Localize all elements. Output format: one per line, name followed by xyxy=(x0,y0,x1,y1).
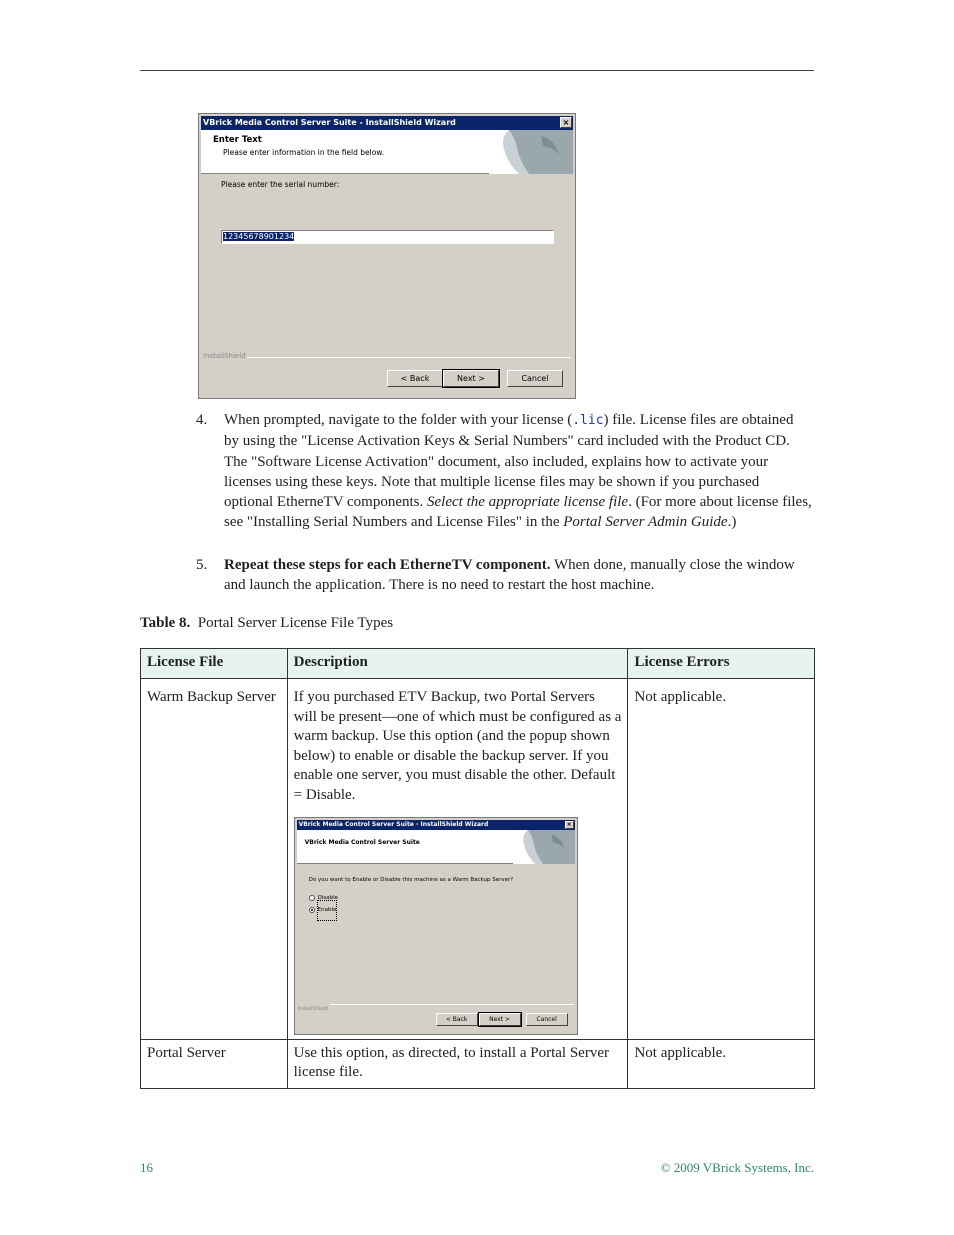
close-icon[interactable]: × xyxy=(560,117,572,128)
license-file-table xyxy=(140,648,815,1089)
cancel-button[interactable]: Cancel xyxy=(507,370,563,387)
step-number: 5. xyxy=(196,557,208,573)
column-header: License File xyxy=(141,649,288,679)
lic-extension: .lic xyxy=(572,413,604,428)
installshield-art-icon xyxy=(489,130,573,174)
table-caption: Table 8. Portal Server License File Types xyxy=(140,615,394,631)
dialog-titlebar xyxy=(297,820,575,830)
license-errors-cell: Not applicable. xyxy=(628,679,815,1040)
brand-divider xyxy=(330,1004,574,1005)
radio-label: Disable xyxy=(317,894,339,901)
back-button[interactable]: < Back xyxy=(436,1013,478,1026)
enable-option[interactable] xyxy=(309,901,337,921)
license-errors-cell: Not applicable. xyxy=(628,1039,815,1088)
installshield-brand: InstallShield xyxy=(297,1005,329,1012)
table-row xyxy=(141,679,815,1040)
radio-label: Enable xyxy=(318,901,337,921)
dialog-header-title: Enter Text xyxy=(213,135,262,145)
page-number: 16 xyxy=(140,1160,153,1175)
dialog-title: VBrick Media Control Server Suite - InstallShield Wizard xyxy=(203,118,456,127)
dialog-titlebar xyxy=(201,116,573,130)
installshield-brand: InstallShield xyxy=(203,352,246,360)
description-cell: Use this option, as directed, to install a Portal Server license file. xyxy=(287,1039,628,1088)
step-text: Repeat these steps for each EtherneTV component. When done, manually close the window and launch the application. There is no need to restart the host machine. xyxy=(224,557,795,594)
dialog-header xyxy=(201,130,573,174)
license-file-cell: Portal Server xyxy=(141,1039,288,1088)
serial-number-input[interactable] xyxy=(221,230,554,244)
step-text: When prompted, navigate to the folder with your license (.lic) file. License files are obtained by using the "License Activation Keys & Serial Numbers" card included with the Product CD. The "Software License Activation" document, also included, explains how to activate your licenses using these keys. Note that multiple license files may be shown if you purchased optional EtherneTV components. Select the appropriate license file. (For more about license files, see "Installing Serial Numbers and License Files" in the Portal Server Admin Guide.) xyxy=(224,412,812,531)
admin-guide-title: Portal Server Admin Guide xyxy=(563,514,728,531)
table-header-row xyxy=(141,649,815,679)
serial-prompt: Please enter the serial number: xyxy=(221,180,340,189)
serial-number-value: 12345678901234 xyxy=(223,232,295,241)
installshield-art-icon xyxy=(513,830,575,864)
description-cell: If you purchased ETV Backup, two Portal Servers will be present—one of which must be configured as a warm backup. Use this option (and the popup shown below) to enable or disable the backup server. If you enable one server, you must disable the other. Default = Disable. VBrick Media Control Server Suite - InstallShield Wizard × VBrick Media Control Server Suite Do you want to Enable or Disable this machine as a Warm Backup Server? Disable Enable InstallShield < Back Next > Cancel xyxy=(287,679,628,1040)
close-icon[interactable]: × xyxy=(566,820,572,828)
dialog-header-title: VBrick Media Control Server Suite xyxy=(304,838,420,846)
dialog-title: VBrick Media Control Server Suite - InstallShield Wizard xyxy=(298,820,489,828)
cancel-button[interactable]: Cancel xyxy=(526,1013,568,1026)
top-rule xyxy=(140,70,814,71)
column-header: License Errors xyxy=(628,649,815,679)
step-number: 4. xyxy=(196,412,208,428)
warm-backup-dialog-holder xyxy=(294,817,578,1035)
column-header: Description xyxy=(287,649,628,679)
radio-selected-icon[interactable] xyxy=(309,907,315,913)
warm-backup-dialog xyxy=(294,817,578,1035)
copyright: © 2009 VBrick Systems, Inc. xyxy=(660,1160,814,1175)
serial-number-dialog xyxy=(198,113,576,399)
table-row xyxy=(141,1039,815,1088)
brand-divider xyxy=(247,357,571,358)
next-button[interactable]: Next > xyxy=(479,1013,521,1026)
dialog-header xyxy=(297,830,575,864)
dialog-header-subtitle: Please enter information in the field below. xyxy=(223,148,385,157)
warm-backup-prompt: Do you want to Enable or Disable this machine as a Warm Backup Server? xyxy=(308,876,514,883)
next-button[interactable]: Next > xyxy=(443,370,499,387)
license-file-cell: Warm Backup Server xyxy=(141,679,288,1040)
back-button[interactable]: < Back xyxy=(387,370,443,387)
